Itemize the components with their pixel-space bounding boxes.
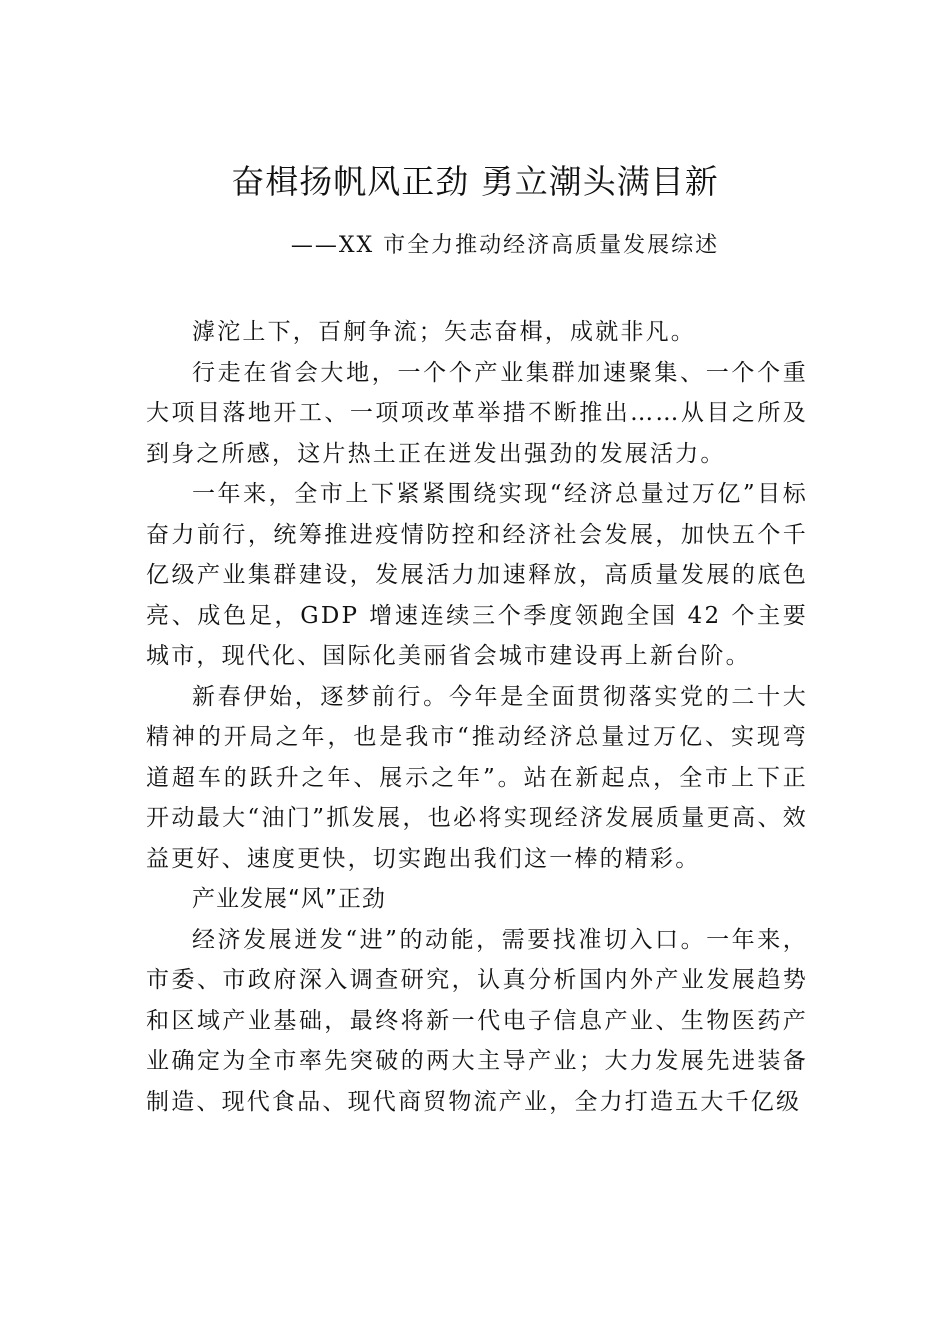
document-title: 奋楫扬帆风正劲 勇立潮头满目新 xyxy=(231,162,719,201)
paragraph-3: 一年来，全市上下紧紧围绕实现“经济总量过万亿”目标奋力前行，统筹推进疫情防控和经济社会发展，加快五个千亿级产业集群建设，发展活力加速释放，高质量发展的底色亮、成色足，GDP 增速连续三个季度领跑全国 42 个主要城市，现代化、国际化美丽省会城市建设再上新台阶。 xyxy=(146,481,808,669)
paragraph-4: 新春伊始，逐梦前行。今年是全面贯彻落实党的二十大精神的开局之年，也是我市“推动经济总量过万亿、实现弯道超车的跃升之年、展示之年”。站在新起点，全市上下正开动最大“油门”抓发展，也必将实现经济发展质量更高、效益更好、速度更快，切实跑出我们这一棒的精彩。 xyxy=(146,683,808,872)
paragraph-5: 经济发展迸发“进”的动能，需要找准切入口。一年来，市委、市政府深入调查研究，认真分析国内外产业发展趋势和区域产业基础，最终将新一代电子信息产业、生物医药产业确定为全市率先突破的两大主导产业；大力发展先进装备制造、现代食品、现代商贸物流产业，全力打造五大千亿级 xyxy=(146,926,808,1115)
document-subtitle: ——XX 市全力推动经济高质量发展综述 xyxy=(290,233,720,258)
paragraph-1: 滹沱上下，百舸争流；矢志奋楫，成就非凡。 xyxy=(192,319,696,345)
paragraph-2: 行走在省会大地，一个个产业集群加速聚集、一个个重大项目落地开工、一项项改革举措不断推出……从目之所及到身之所感，这片热土正在迸发出强劲的发展活力。 xyxy=(146,359,808,467)
section-heading: 产业发展“风”正劲 xyxy=(192,886,386,912)
document-body xyxy=(146,312,808,1122)
